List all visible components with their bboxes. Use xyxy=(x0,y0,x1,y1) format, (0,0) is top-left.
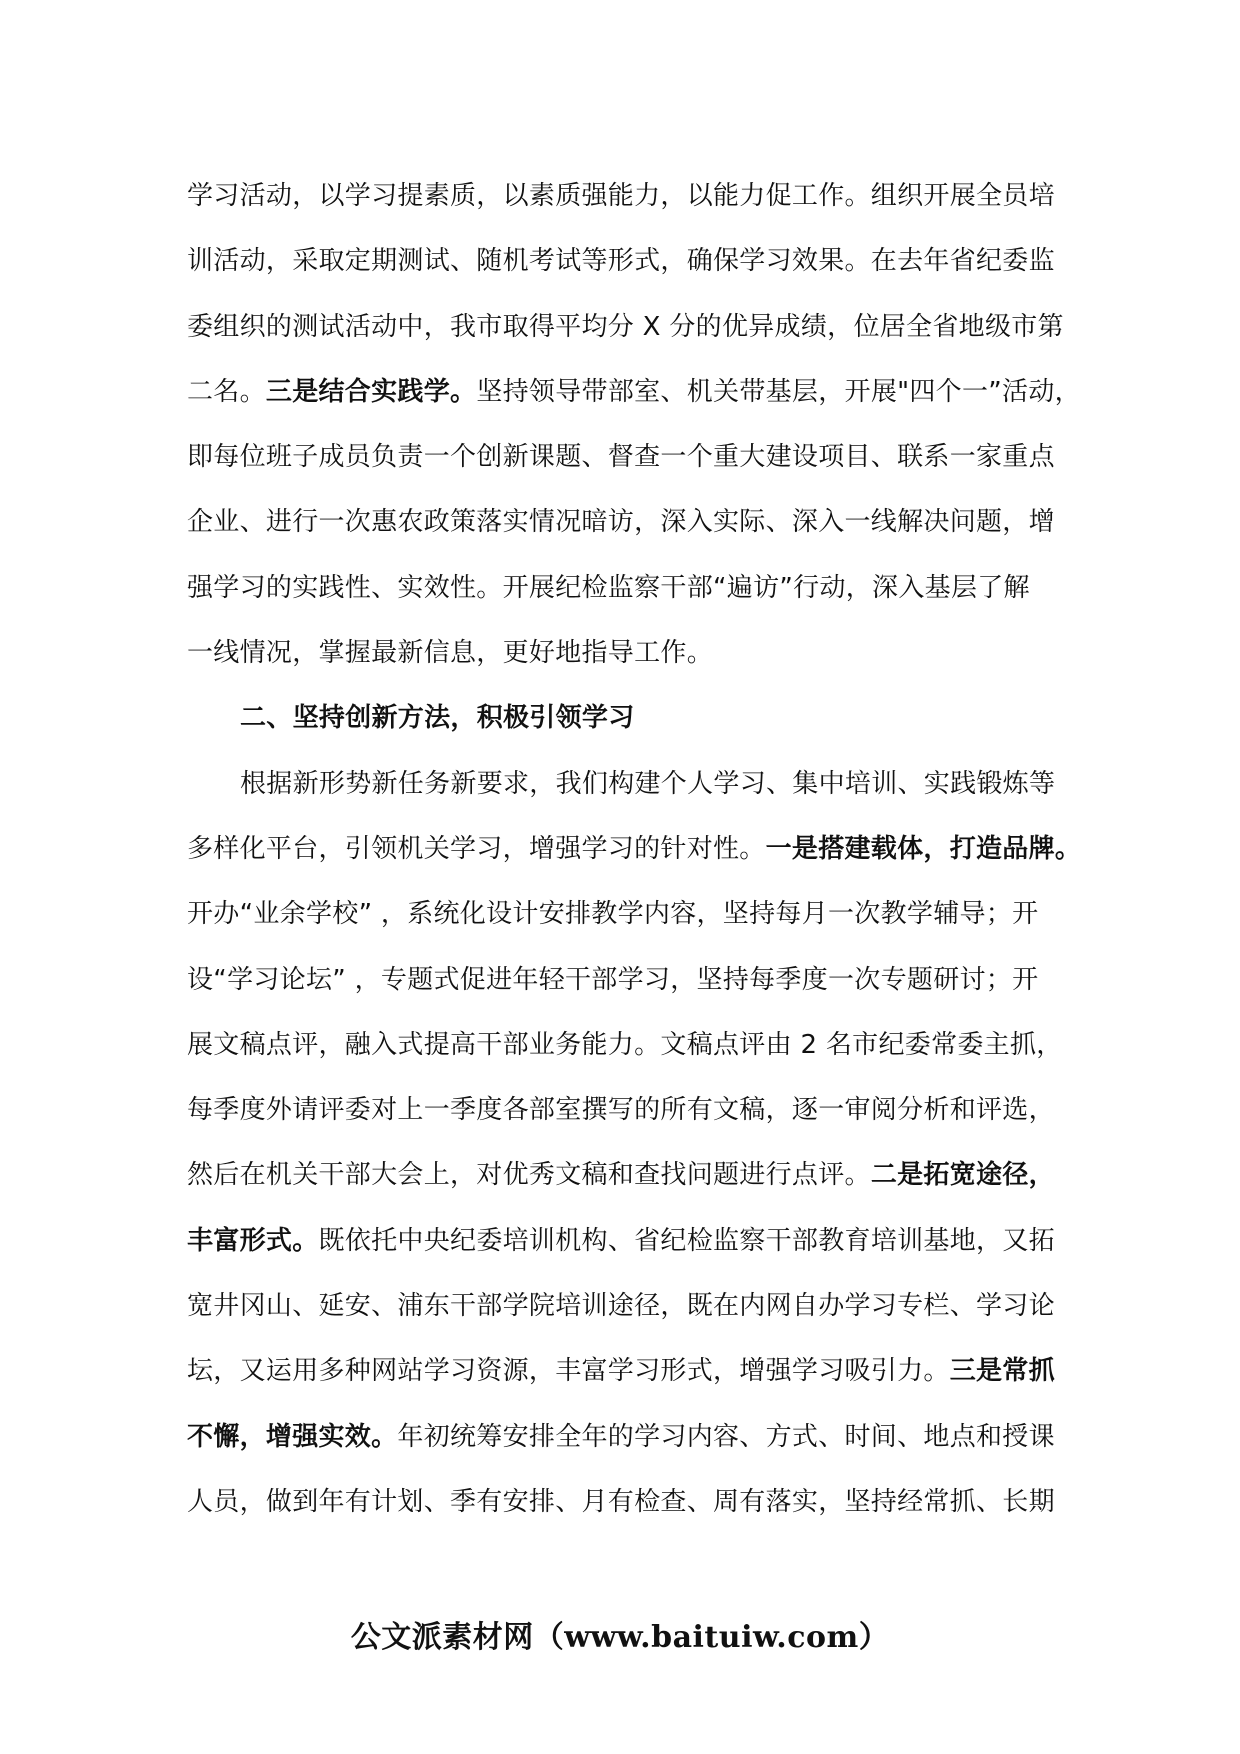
text-segment: 根据新形势新任务新要求，我们构建个人学习、集中培训、实践锻炼等 xyxy=(240,768,1056,799)
text-line xyxy=(187,233,1067,298)
text-segment: 每季度外请评委对上一季度各部室撰写的所有文稿，逐一审阅分析和评选， xyxy=(187,1095,1055,1126)
text-segment: 人员，做到年有计划、季有安排、月有检查、周有落实，坚持经常抓、长期 xyxy=(187,1486,1055,1517)
text-line xyxy=(187,299,1067,364)
paragraph-first-line xyxy=(187,756,1067,821)
text-line xyxy=(187,1343,1067,1408)
text-segment: 既依托中央纪委培训机构、省纪检监察干部教育培训基地，又拓 xyxy=(318,1225,1055,1256)
text-line xyxy=(187,952,1067,1017)
text-segment: 展文稿点评，融入式提高干部业务能力。文稿点评由 2 名市纪委常委主抓， xyxy=(187,1029,1063,1060)
text-segment: 坚持领导带部室、机关带基层，开展"四个一”活动， xyxy=(476,376,1081,407)
text-segment: 多样化平台，引领机关学习，增强学习的针对性。 xyxy=(187,833,766,864)
text-segment: 学习活动，以学习提素质，以素质强能力，以能力促工作。组织开展全员培 xyxy=(187,181,1055,211)
text-line xyxy=(187,429,1067,494)
text-line xyxy=(187,1278,1067,1343)
text-segment: 即每位班子成员负责一个创新课题、督查一个重大建设项目、联系一家重点 xyxy=(187,442,1055,473)
text-segment: 企业、进行一次惠农政策落实情况暗访，深入实际、深入一线解决问题，增 xyxy=(187,507,1055,538)
document-body xyxy=(187,168,1082,1539)
text-segment: 训活动，采取定期测试、随机考试等形式，确保学习效果。在去年省纪委监 xyxy=(187,246,1055,277)
text-line xyxy=(187,886,1067,951)
text-line xyxy=(187,560,1067,625)
text-segment: 一线情况，掌握最新信息，更好地指导工作。 xyxy=(187,638,714,669)
text-line xyxy=(187,168,1067,233)
text-line xyxy=(187,1213,1067,1278)
emphasis-text: 不懈，增强实效。 xyxy=(187,1421,398,1452)
text-segment: 强学习的实践性、实效性。开展纪检监察干部“遍访”行动，深入基层了解 xyxy=(187,572,1030,603)
text-segment: 然后在机关干部大会上，对优秀文稿和查找问题进行点评。 xyxy=(187,1160,871,1191)
text-line xyxy=(187,821,1082,886)
text-line xyxy=(187,1082,1067,1147)
text-segment: 设“学习论坛” ，专题式促进年轻干部学习，坚持每季度一次专题研讨；开 xyxy=(187,964,1039,995)
text-segment: 年初统筹安排全年的学习内容、方式、时间、地点和授课 xyxy=(397,1421,1055,1452)
text-segment: 开办“业余学校” ，系统化设计安排教学内容，坚持每月一次教学辅导；开 xyxy=(187,899,1039,930)
text-segment: 委组织的测试活动中，我市取得平均分 X 分的优异成绩，位居全省地级市第 xyxy=(187,311,1064,342)
text-line xyxy=(187,1147,1067,1212)
emphasis-text: 三是结合实践学。 xyxy=(265,376,477,407)
text-line xyxy=(187,364,1081,429)
text-line xyxy=(187,494,1067,559)
text-line xyxy=(187,1409,1067,1474)
emphasis-text: 三是常抓 xyxy=(949,1356,1055,1387)
emphasis-text: 一是搭建载体，打造品牌。 xyxy=(765,833,1082,864)
section-heading: 二、坚持创新方法，积极引领学习 xyxy=(240,703,635,734)
text-line xyxy=(187,1017,1067,1082)
text-segment: 宽井冈山、延安、浦东干部学院培训途径，既在内网自办学习专栏、学习论 xyxy=(187,1291,1055,1322)
footer-watermark: 公文派素材网（www.baituiw.com） xyxy=(350,1620,890,1655)
text-segment: 坛，又运用多种网站学习资源，丰富学习形式，增强学习吸引力。 xyxy=(187,1356,950,1387)
text-line xyxy=(187,625,1067,690)
emphasis-text: 二是拓宽途径， xyxy=(870,1160,1055,1191)
text-segment: 二名。 xyxy=(187,376,266,407)
text-line xyxy=(187,1474,1067,1539)
emphasis-text: 丰富形式。 xyxy=(187,1225,319,1256)
